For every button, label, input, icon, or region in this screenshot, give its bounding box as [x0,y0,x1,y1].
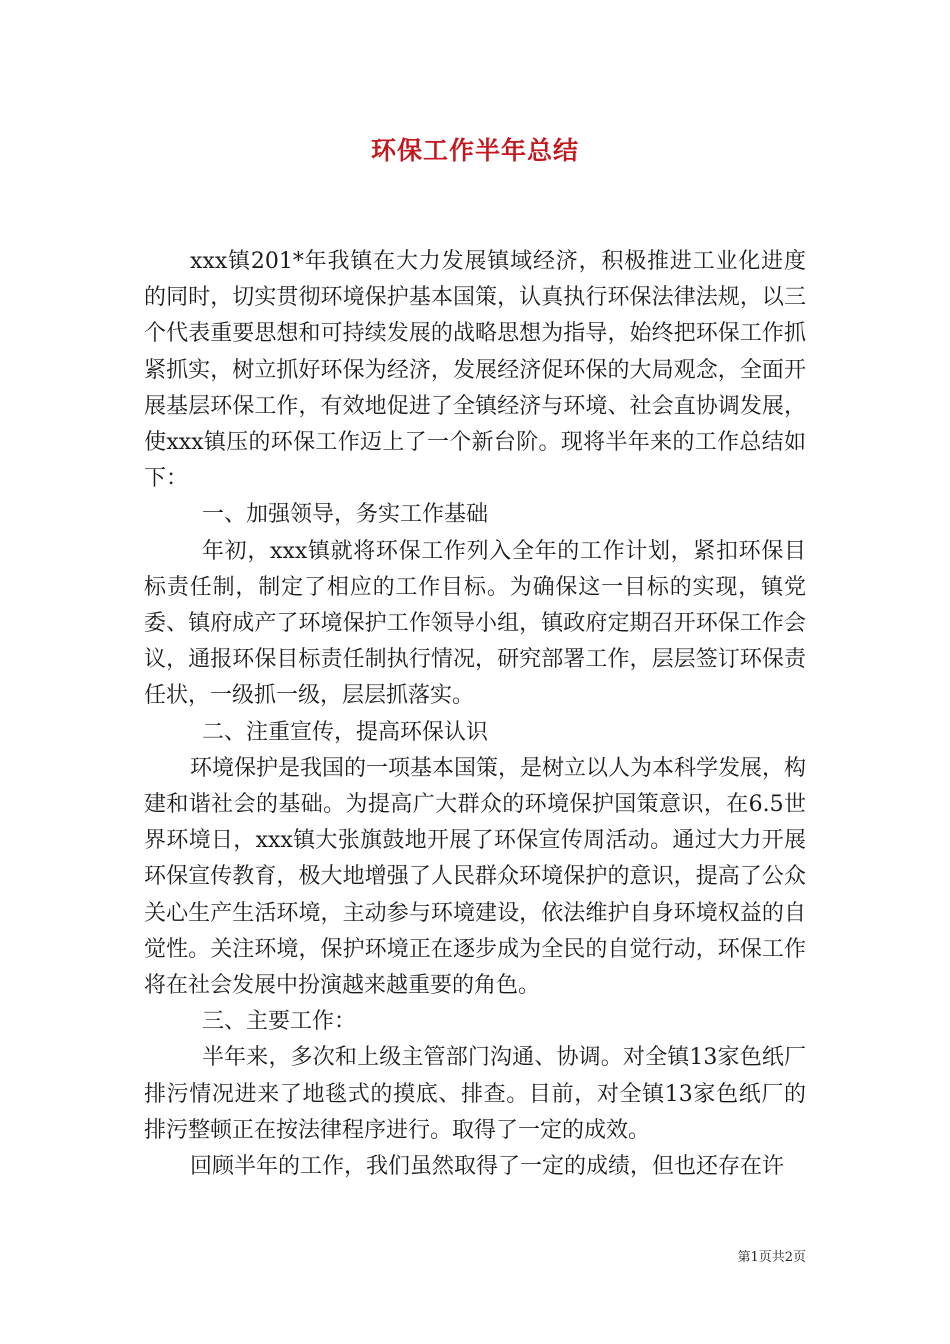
section-paragraph-3: 半年来，多次和上级主管部门沟通、协调。对全镇13家色纸厂排污情况进来了地毯式的摸底、排查。目前，对全镇13家色纸厂的排污整顿正在按法律程序进行。取得了一定的成效。 [144,1045,806,1143]
section-paragraph-2: 环境保护是我国的一项基本国策，是树立以人为本科学发展，构建和谐社会的基础。为提高广大群众的环境保护国策意识，在6.5世界环境日，xxx镇大张旗鼓地开展了环保宣传周活动。通过大力开展环保宣传教育，极大地增强了人民群众环境保护的意识，提高了公众关心生产生活环境，主动参与环境建设，依法维护自身环境权益的自觉性。关注环境，保护环境正在逐步成为全民的自觉行动，环保工作将在社会发展中扮演越来越重要的角色。 [144,755,807,999]
document-body [144,244,806,1185]
section-heading-1: 一、加强领导，务实工作基础 [202,502,489,528]
document-title: 环保工作半年总结 [370,136,579,165]
section-heading-2: 二、注重宣传，提高环保认识 [202,719,489,745]
intro-paragraph: xxx镇201*年我镇在大力发展镇域经济，积极推进工业化进度的同时，切实贯彻环境保护基本国策，认真执行环保法律法规，以三个代表重要思想和可持续发展的战略思想为指导，始终把环保工作抓紧抓实，树立抓好环保为经济，发展经济促环保的大局观念，全面开展基层环保工作，有效地促进了全镇经济与环境、社会直协调发展，使xxx镇压的环保工作迈上了一个新台阶。现将半年来的工作总结如下： [144,249,806,492]
page-number: 第1页共2页 [737,1250,806,1265]
section-paragraph-1: 年初，xxx镇就将环保工作列入全年的工作计划，紧扣环保目标责任制，制定了相应的工作目标。为确保这一目标的实现，镇党委、镇府成产了环境保护工作领导小组，镇政府定期召开环保工作会议，通报环保目标责任制执行情况，研究部署工作，层层签订环保责任状，一级抓一级，层层抓落实。 [144,538,806,709]
closing-paragraph: 回顾半年的工作，我们虽然取得了一定的成绩，但也还存在许 [190,1154,785,1180]
section-heading-3: 三、主要工作： [202,1009,357,1035]
